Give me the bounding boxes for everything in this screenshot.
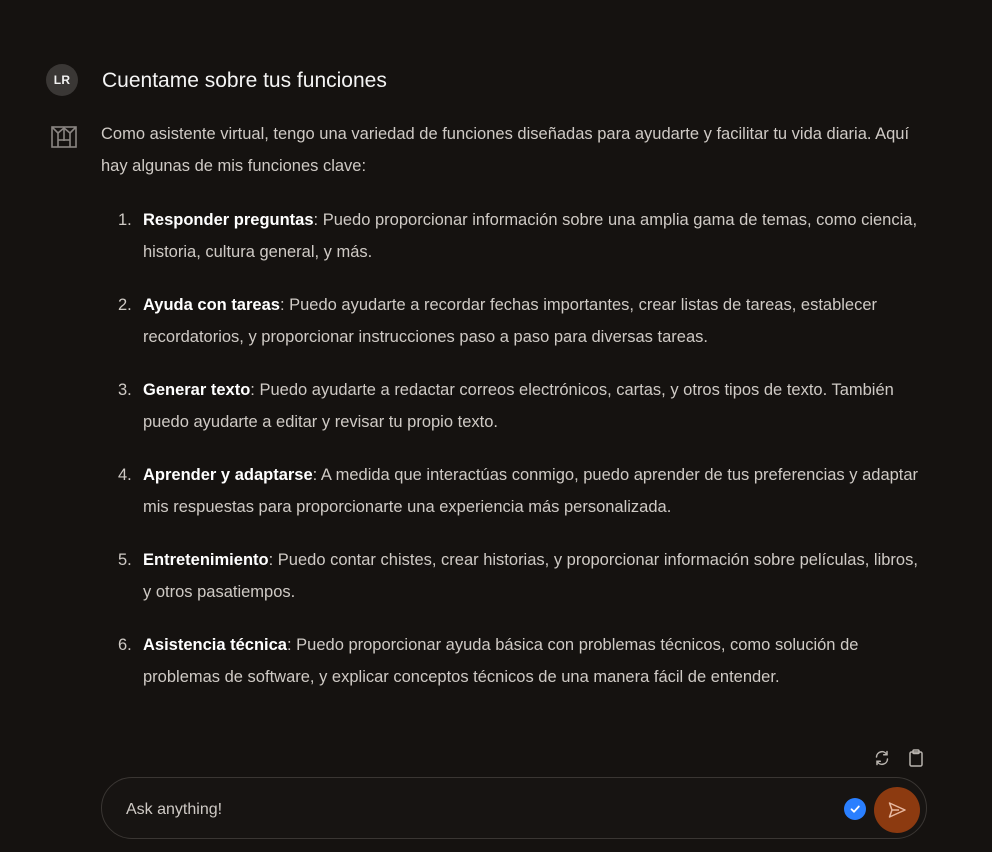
feature-term: Generar texto bbox=[143, 381, 251, 399]
feature-item bbox=[101, 289, 921, 353]
assistant-message bbox=[101, 118, 921, 714]
feature-term: Aprender y adaptarse bbox=[143, 466, 313, 484]
assistant-logo-icon bbox=[50, 123, 78, 151]
feature-number: 6. bbox=[118, 636, 132, 654]
feature-number: 5. bbox=[118, 551, 132, 569]
send-icon bbox=[887, 800, 907, 820]
send-button[interactable] bbox=[874, 787, 920, 833]
message-actions bbox=[872, 748, 926, 768]
chat-composer bbox=[101, 777, 927, 839]
feature-description: : Puedo proporcionar información sobre una amplia gama de temas, como ciencia, historia, cultura general, y más. bbox=[143, 211, 918, 261]
feature-term: Entretenimiento bbox=[143, 551, 269, 569]
feature-description: : A medida que interactúas conmigo, puedo aprender de tus preferencias y adaptar mis respuestas para proporcionarte una experiencia más personalizada. bbox=[143, 466, 919, 516]
regenerate-button[interactable] bbox=[872, 748, 892, 768]
clipboard-icon bbox=[908, 749, 924, 767]
refresh-icon bbox=[873, 749, 891, 767]
user-message-row bbox=[46, 64, 387, 96]
feature-term: Asistencia técnica bbox=[143, 636, 287, 654]
feature-term: Ayuda con tareas bbox=[143, 296, 280, 314]
feature-number: 2. bbox=[118, 296, 132, 314]
feature-item bbox=[101, 204, 921, 268]
feature-description: : Puedo ayudarte a redactar correos electrónicos, cartas, y otros tipos de texto. También puedo ayudarte a editar y revisar tu propio texto. bbox=[143, 381, 894, 431]
assistant-intro: Como asistente virtual, tengo una variedad de funciones diseñadas para ayudarte y facilitar tu vida diaria. Aquí hay algunas de mis funciones clave: bbox=[101, 125, 910, 175]
feature-number: 3. bbox=[118, 381, 132, 399]
feature-description: : Puedo proporcionar ayuda básica con problemas técnicos, como solución de problemas de software, y explicar conceptos técnicos de una manera fácil de entender. bbox=[143, 636, 859, 686]
feature-item bbox=[101, 629, 921, 693]
user-message-text: Cuentame sobre tus funciones bbox=[102, 69, 387, 92]
checkmark-icon bbox=[849, 803, 861, 815]
user-avatar: LR bbox=[46, 64, 78, 96]
feature-description: : Puedo ayudarte a recordar fechas importantes, crear listas de tareas, establecer recordatorios, y proporcionar instrucciones paso a paso para diversas tareas. bbox=[143, 296, 878, 346]
feature-number: 1. bbox=[118, 211, 132, 229]
feature-item bbox=[101, 544, 921, 608]
feature-description: : Puedo contar chistes, crear historias, y proporcionar información sobre películas, libros, y otros pasatiempos. bbox=[143, 551, 918, 601]
chat-input[interactable] bbox=[124, 797, 828, 823]
feature-item bbox=[101, 374, 921, 438]
feature-item bbox=[101, 459, 921, 523]
feature-term: Responder preguntas bbox=[143, 211, 314, 229]
feature-list bbox=[101, 204, 921, 693]
verified-toggle[interactable] bbox=[844, 798, 866, 820]
feature-number: 4. bbox=[118, 466, 132, 484]
copy-button[interactable] bbox=[906, 748, 926, 768]
